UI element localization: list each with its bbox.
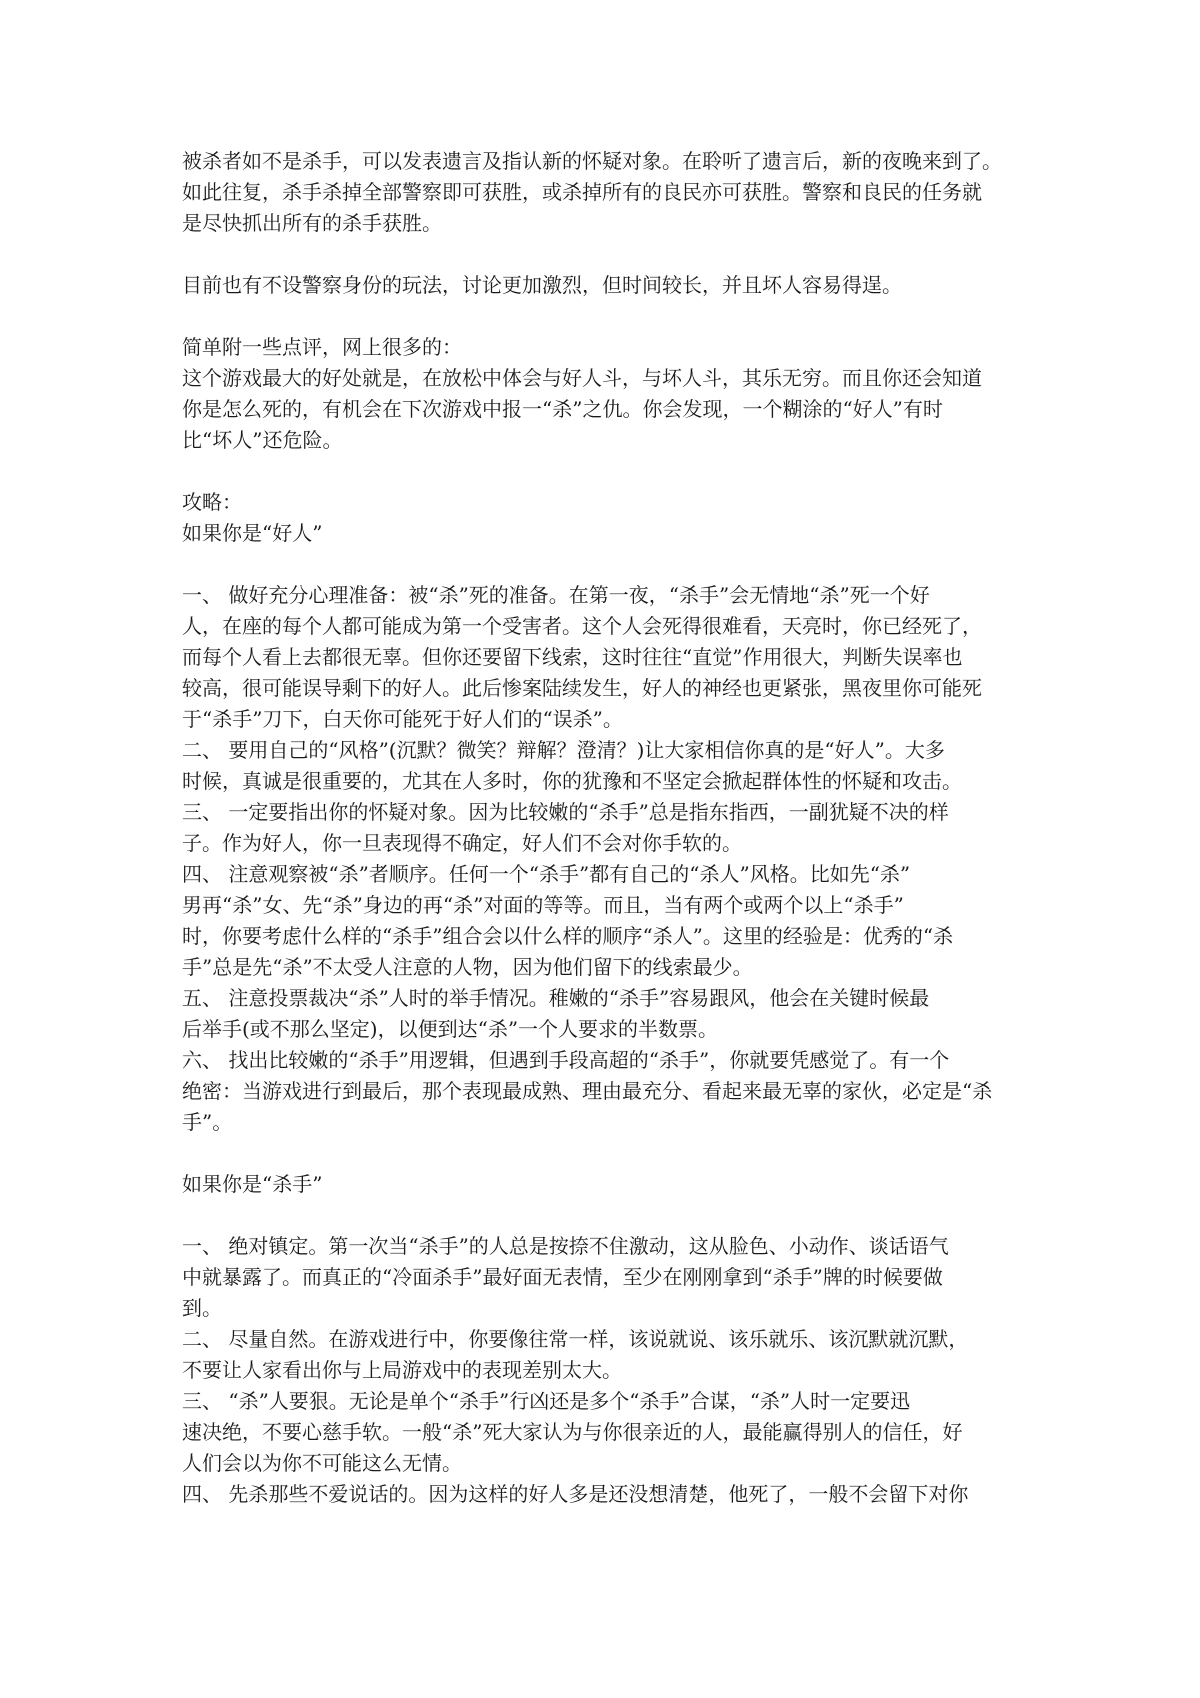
- text-line: 子。作为好人，你一旦表现得不确定，好人们不会对你手软的。: [182, 831, 742, 855]
- text-line: 绝密：当游戏进行到最后，那个表现最成熟、理由最充分、看起来最无辜的家伙，必定是“杀: [182, 1079, 993, 1103]
- text-line: 被杀者如不是杀手，可以发表遗言及指认新的怀疑对象。在聆听了遗言后，新的夜晚来到了。: [182, 149, 1002, 173]
- text-line: 攻略：: [182, 490, 242, 514]
- text-line: 人，在座的每个人都可能成为第一个受害者。这个人会死得很难看，天亮时，你已经死了，: [182, 614, 982, 638]
- text-line: 这个游戏最大的好处就是，在放松中体会与好人斗，与坏人斗，其乐无穷。而且你还会知道: [182, 366, 982, 390]
- paragraph-gap: [182, 239, 1052, 270]
- text-line: 到。: [182, 1296, 222, 1320]
- text-line: 中就暴露了。而真正的“冷面杀手”最好面无表情，至少在刚刚拿到“杀手”牌的时候要做: [182, 1265, 943, 1289]
- text-line: 二、 尽量自然。在游戏进行中，你要像往常一样，该说就说、该乐就乐、该沉默就沉默，: [182, 1327, 969, 1351]
- text-line: 六、 找出比较嫩的“杀手”用逻辑，但遇到手段高超的“杀手”，你就要凭感觉了。有一个: [182, 1048, 950, 1072]
- text-line: 三、 一定要指出你的怀疑对象。因为比较嫩的“杀手”总是指东指西，一副犹疑不决的样: [182, 800, 949, 824]
- text-line: 三、 “杀”人要狠。无论是单个“杀手”行凶还是多个“杀手”合谋，“杀”人时一定要迅: [182, 1389, 911, 1413]
- document-page: [182, 146, 1052, 1510]
- text-line: 如此往复，杀手杀掉全部警察即可获胜，或杀掉所有的良民亦可获胜。警察和良民的任务就: [182, 180, 982, 204]
- text-line: 简单附一些点评，网上很多的：: [182, 335, 462, 359]
- paragraph-gap: [182, 1200, 1052, 1231]
- text-line: 手”。: [182, 1110, 233, 1134]
- text-line: 四、 先杀那些不爱说话的。因为这样的好人多是还没想清楚，他死了，一般不会留下对你: [182, 1482, 969, 1506]
- text-line: 后举手(或不那么坚定)，以便到达“杀”一个人要求的半数票。: [182, 1017, 719, 1041]
- text-line: 速决绝，不要心慈手软。一般“杀”死大家认为与你很亲近的人，最能赢得别人的信任，好: [182, 1420, 963, 1444]
- paragraph-gap: [182, 1138, 1052, 1169]
- text-line: 时候，真诚是很重要的，尤其在人多时，你的犹豫和不坚定会掀起群体性的怀疑和攻击。: [182, 769, 962, 793]
- text-line: 男再“杀”女、先“杀”身边的再“杀”对面的等等。而且，当有两个或两个以上“杀手”: [182, 893, 904, 917]
- text-line: 目前也有不设警察身份的玩法，讨论更加激烈，但时间较长，并且坏人容易得逞。: [182, 273, 902, 297]
- paragraph-gap: [182, 549, 1052, 580]
- paragraph-gap: [182, 301, 1052, 332]
- text-line: 而每个人看上去都很无辜。但你还要留下线索，这时往往“直觉”作用很大，判断失误率也: [182, 645, 963, 669]
- text-line: 时，你要考虑什么样的“杀手”组合会以什么样的顺序“杀人”。这里的经验是：优秀的“杀: [182, 924, 954, 948]
- text-line: 是尽快抓出所有的杀手获胜。: [182, 211, 442, 235]
- text-line: 如果你是“杀手”: [182, 1172, 323, 1196]
- text-line: 五、 注意投票裁决“杀”人时的举手情况。稚嫩的“杀手”容易跟风，他会在关键时候最: [182, 986, 930, 1010]
- text-line: 如果你是“好人”: [182, 521, 323, 545]
- text-line: 比“坏人”还危险。: [182, 428, 343, 452]
- text-line: 四、 注意观察被“杀”者顺序。任何一个“杀手”都有自己的“杀人”风格。比如先“杀”: [182, 862, 911, 886]
- text-line: 二、 要用自己的“风格”(沉默？微笑？辩解？澄清？)让大家相信你真的是“好人”。大多: [182, 738, 945, 762]
- text-line: 一、 做好充分心理准备：被“杀”死的准备。在第一夜，“杀手”会无情地“杀”死一个好: [182, 583, 930, 607]
- text-line: 不要让人家看出你与上局游戏中的表现差别太大。: [182, 1358, 622, 1382]
- text-line: 手”总是先“杀”不太受人注意的人物，因为他们留下的线索最少。: [182, 955, 753, 979]
- text-line: 你是怎么死的，有机会在下次游戏中报一“杀”之仇。你会发现，一个糊涂的“好人”有时: [182, 397, 943, 421]
- paragraph-gap: [182, 456, 1052, 487]
- text-line: 于“杀手”刀下，白天你可能死于好人们的“误杀”。: [182, 707, 623, 731]
- text-line: 人们会以为你不可能这么无情。: [182, 1451, 462, 1475]
- text-line: 较高，很可能误导剩下的好人。此后惨案陆续发生，好人的神经也更紧张，黑夜里你可能死: [182, 676, 982, 700]
- text-line: 一、 绝对镇定。第一次当“杀手”的人总是按捺不住激动，这从脸色、小动作、谈话语气: [182, 1234, 949, 1258]
